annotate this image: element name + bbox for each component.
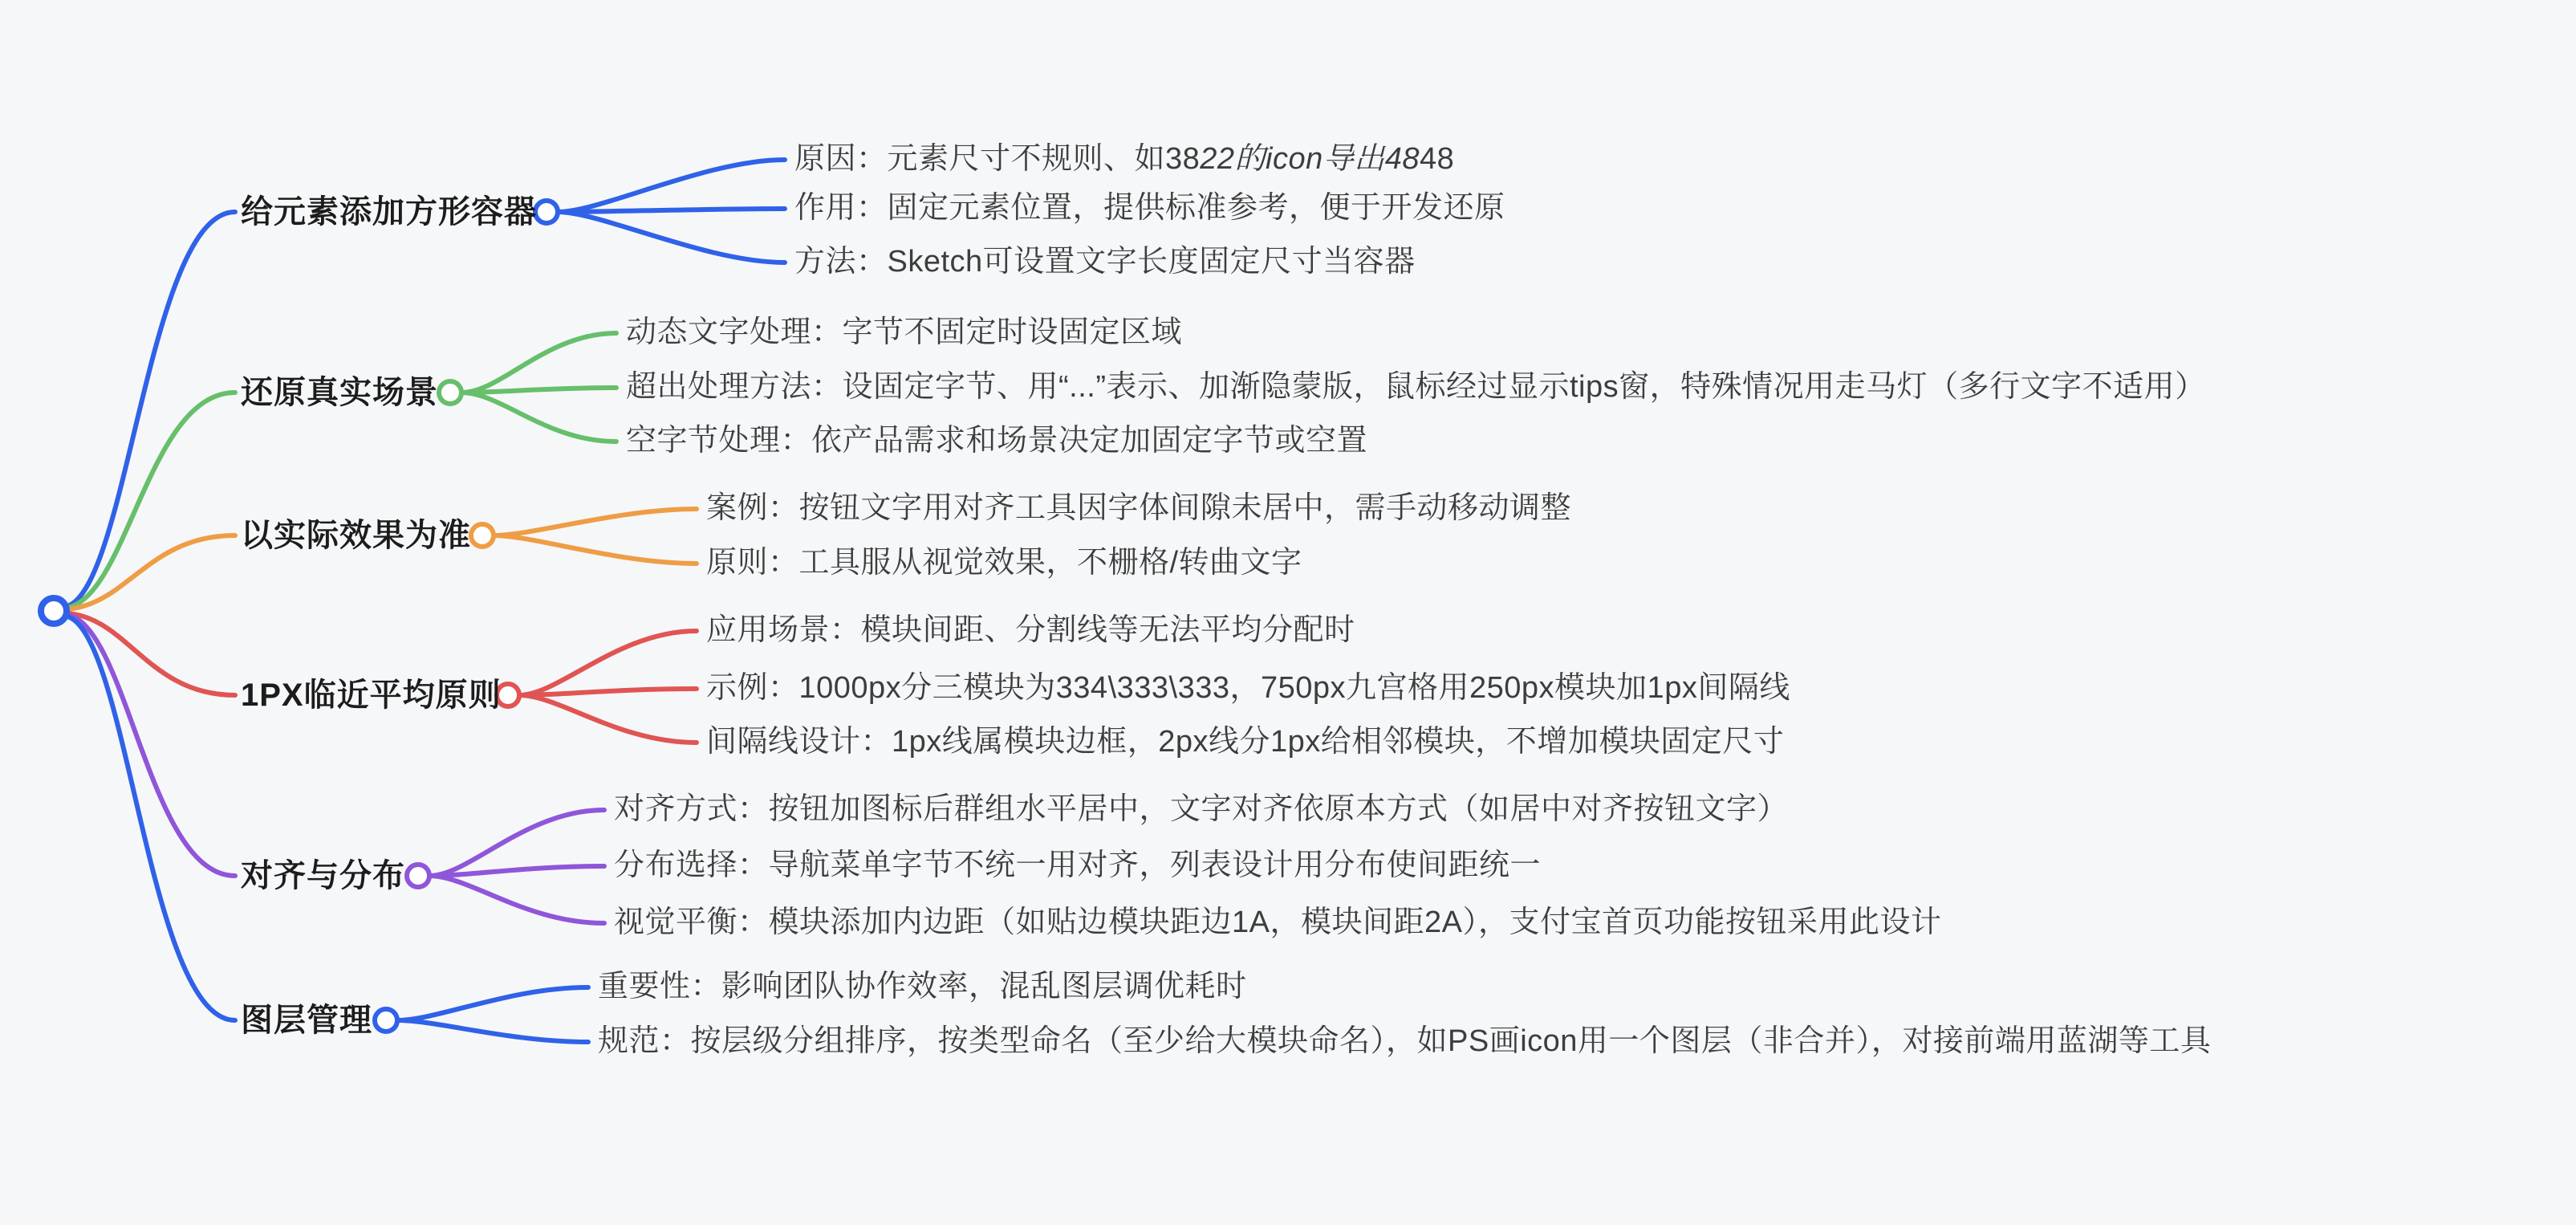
topic-layer-management[interactable]: 图层管理 <box>241 1003 372 1038</box>
child-text: 原因：元素尺寸不规则、如38 <box>794 142 1201 177</box>
topic-restore-real-scene[interactable]: 还原真实场景 <box>241 375 438 410</box>
child-square-container-reason[interactable] <box>794 141 1454 178</box>
topic6-connector-circle[interactable] <box>375 1009 397 1032</box>
child-example[interactable]: 示例：1000px分三模块为334\333\333，750px九宫格用250px模块加1px间隔线 <box>706 671 1790 706</box>
child-text: 48 <box>1420 142 1455 177</box>
child-importance[interactable]: 重要性：影响团队协作效率，混乱图层调优耗时 <box>598 970 1247 1004</box>
topic5-connector-circle[interactable] <box>407 865 429 887</box>
topic-connector-circles <box>375 201 558 1032</box>
child-distribute-choice[interactable]: 分布选择：导航菜单字节不统一用对齐，列表设计用分布使间距统一 <box>614 849 1542 883</box>
topic-align-distribute[interactable]: 对齐与分布 <box>241 858 405 893</box>
topic-actual-effect[interactable]: 以实际效果为准 <box>241 518 471 553</box>
child-principle[interactable]: 原则：工具服从视觉效果，不栅格/转曲文字 <box>706 546 1302 580</box>
child-specification[interactable]: 规范：按层级分组排序，按类型命名（至少给大模块命名），如PS画icon用一个图层（非合并），对接前端用蓝湖等工具 <box>598 1024 2212 1059</box>
topic1-connector-circle[interactable] <box>535 201 558 223</box>
topic-1px-average-rule[interactable]: 1PX临近平均原则 <box>241 678 502 713</box>
topic3-connector-circle[interactable] <box>471 524 494 547</box>
child-divider-design[interactable]: 间隔线设计：1px线属模块边框，2px线分1px给相邻模块，不增加模块固定尺寸 <box>706 725 1785 759</box>
child-application-scene[interactable]: 应用场景：模块间距、分割线等无法平均分配时 <box>706 613 1355 648</box>
child-square-container-method[interactable]: 方法：Sketch可设置文字长度固定尺寸当容器 <box>794 245 1416 279</box>
child-align-method[interactable]: 对齐方式：按钮加图标后群组水平居中，文字对齐依原本方式（如居中对齐按钮文字） <box>614 792 1789 827</box>
root-node-circle[interactable] <box>41 598 67 624</box>
topic-square-container[interactable]: 给元素添加方形容器 <box>241 194 537 230</box>
child-case[interactable]: 案例：按钮文字用对齐工具因字体间隙未居中，需手动移动调整 <box>706 491 1572 526</box>
topic2-connector-circle[interactable] <box>439 381 461 404</box>
child-square-container-purpose[interactable]: 作用：固定元素位置，提供标准参考，便于开发还原 <box>794 191 1505 226</box>
child-visual-balance[interactable]: 视觉平衡：模块添加内边距（如贴边模块距边1A，模块间距2A），支付宝首页功能按钮采用此设计 <box>614 906 1942 940</box>
child-overflow-handling[interactable]: 超出处理方法：设固定字节、用“...”表示、加渐隐蒙版，鼠标经过显示tips窗，特殊情况用走马灯（多行文字不适用） <box>626 370 2206 405</box>
branch-curves <box>67 212 235 1020</box>
child-text-italic: 22的icon导出48 <box>1200 142 1420 177</box>
child-dynamic-text[interactable]: 动态文字处理：字节不固定时设固定区域 <box>626 315 1183 350</box>
child-empty-bytes[interactable]: 空字节处理：依产品需求和场景决定加固定字节或空置 <box>626 424 1368 458</box>
